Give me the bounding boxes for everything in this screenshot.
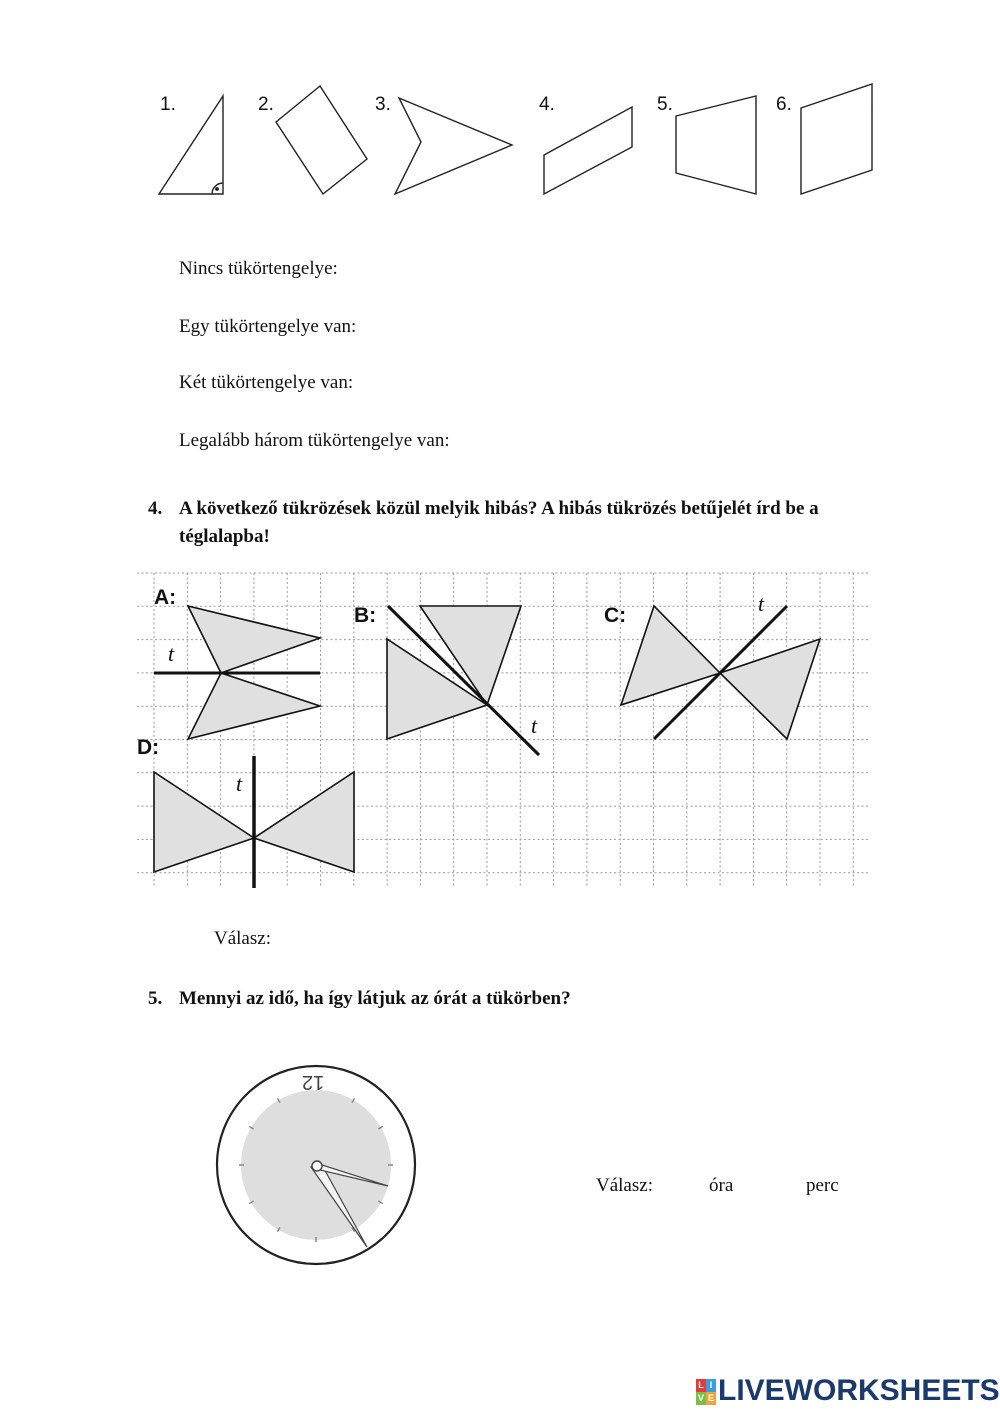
hour-unit: óra [709, 1175, 734, 1196]
brand-icon-e: E [707, 1393, 714, 1403]
brand-icon-i: I [706, 1379, 716, 1392]
prompt-no-axis: Nincs tükörtengelye: [179, 258, 338, 279]
brand-icon-l: L [696, 1379, 706, 1392]
clock-center [312, 1161, 322, 1171]
brand-wordmark: LIVEWORKSHEETS [718, 1374, 1000, 1407]
figure-d-label: D: [137, 736, 160, 759]
minute-unit: perc [806, 1175, 839, 1196]
axis-label-c: t [758, 591, 765, 616]
shape-label-4: 4. [539, 94, 555, 115]
prompt-two-axes: Két tükörtengelye van: [179, 372, 354, 393]
figure-a-label: A: [154, 586, 177, 609]
prompt-three-axes: Legalább három tükörtengelye van: [179, 430, 450, 451]
shape-label-1: 1. [160, 94, 176, 115]
brand-icon-v: V [697, 1393, 704, 1403]
axis-label-d: t [236, 771, 243, 796]
shape-label-2: 2. [258, 94, 274, 115]
question-5-text: Mennyi az idő, ha így látjuk az órát a tükörben? [179, 988, 571, 1009]
shape-label-5: 5. [657, 94, 673, 115]
shape-label-6: 6. [776, 94, 792, 115]
shape-label-3: 3. [375, 94, 391, 115]
question-4-number: 4. [148, 498, 163, 519]
prompt-one-axis: Egy tükörtengelye van: [179, 316, 357, 337]
clock-numeral-12-mirrored: 12 [302, 1071, 325, 1093]
question-5-answer-label: Válasz: [596, 1175, 653, 1196]
question-4-text-line2: téglalapba! [179, 526, 270, 547]
axis-label-a: t [168, 641, 175, 666]
figure-b-label: B: [354, 604, 377, 627]
question-4-answer-label: Válasz: [214, 928, 271, 949]
question-5-number: 5. [148, 988, 163, 1009]
brand-logo-icon [696, 1379, 716, 1405]
figure-c-label: C: [604, 604, 627, 627]
question-4-text-line1: A következő tükrözések közül melyik hibás? A hibás tükrözés betűjelét írd be a [179, 498, 819, 519]
axis-label-b: t [531, 713, 538, 738]
